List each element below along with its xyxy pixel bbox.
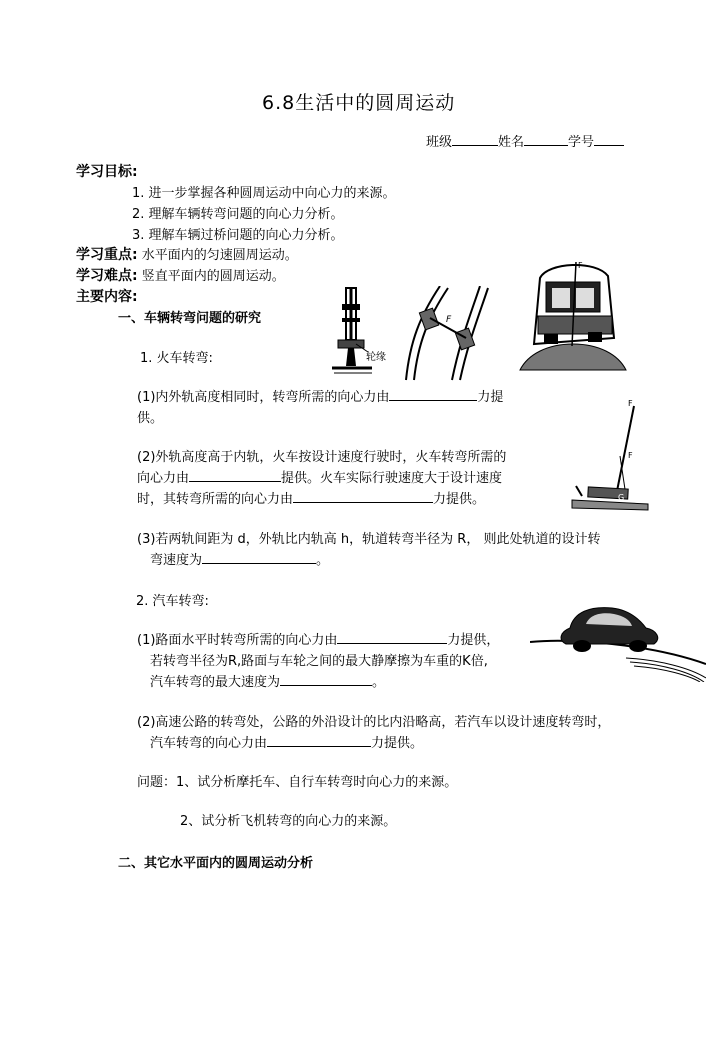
- train-q1-line1: [137, 386, 503, 405]
- class-label: 班级: [426, 135, 453, 150]
- goal-item-3: 3. 理解车辆过桥问题的向心力分析。: [132, 228, 344, 243]
- train-q1-line2: 供。: [137, 411, 164, 426]
- car-turn-figure: [530, 598, 706, 682]
- goal-item-2: 2. 理解车辆转弯问题的向心力分析。: [132, 207, 344, 222]
- difficulty-label: 学习难点:: [76, 268, 138, 284]
- tilted-rails-figure: [400, 286, 500, 381]
- train-figure: [518, 258, 628, 376]
- train-q3-text: 弯速度为: [150, 553, 203, 568]
- train-q3-line2: [150, 549, 329, 568]
- train-q3-end: 。: [316, 553, 330, 568]
- car-q2-blank[interactable]: [267, 733, 371, 747]
- banked-track-figure: [568, 396, 652, 516]
- car-q2-line1: (2)高速公路的转弯处，公路的外沿设计的比内沿略高，若汽车以设计速度转弯时，: [137, 715, 611, 730]
- goals-heading: 学习目标:: [76, 164, 138, 180]
- name-blank[interactable]: [524, 132, 568, 146]
- key-point: [76, 244, 298, 264]
- car-q1-line1: [137, 629, 499, 648]
- train-q1-text: (1)内外轨高度相同时，转弯所需的向心力由: [137, 390, 390, 405]
- gravity-label: G: [618, 493, 625, 502]
- train-q1-blank[interactable]: [389, 387, 477, 401]
- student-info: [426, 131, 624, 150]
- car-heading: 2. 汽车转弯:: [136, 594, 209, 609]
- train-q2-line3: [137, 488, 485, 507]
- section2-heading: 二、其它水平面内的圆周运动分析: [118, 856, 314, 871]
- force-fn-label-2: F: [628, 399, 633, 408]
- name-label: 姓名: [498, 135, 525, 150]
- train-q2-text-c: 时，其转弯所需的向心力由: [137, 492, 294, 507]
- class-blank[interactable]: [452, 132, 498, 146]
- force-f-label-2: F: [628, 451, 633, 460]
- car-q1-line3: [150, 671, 385, 690]
- car-q1-line2: 若转弯半径为R,路面与车轮之间的最大静摩擦为车重的K倍,: [150, 654, 488, 669]
- car-q2-text-b: 力提供。: [371, 736, 424, 751]
- car-q1-blank-1[interactable]: [337, 630, 447, 644]
- wheel-flange-label: 轮缘: [366, 352, 386, 363]
- key-point-label: 学习重点:: [76, 247, 138, 263]
- car-q1-text-b: 力提供，: [447, 633, 500, 648]
- number-blank[interactable]: [594, 132, 624, 146]
- train-q2-text-b: 提供。火车实际行驶速度大于设计速度: [281, 471, 503, 486]
- car-q1-blank-2[interactable]: [280, 672, 372, 686]
- section1-heading: 一、车辆转弯问题的研究: [118, 311, 262, 326]
- difficulty: [76, 265, 285, 285]
- goal-item-1: 1. 进一步掌握各种圆周运动中向心力的来源。: [132, 186, 396, 201]
- train-q2-blank-2[interactable]: [293, 489, 433, 503]
- car-q2-text-a: 汽车转弯的向心力由: [150, 736, 268, 751]
- car-q1-text-c: 汽车转弯的最大速度为: [150, 675, 281, 690]
- train-q2-blank-1[interactable]: [189, 468, 281, 482]
- car-q1-text-a: (1)路面水平时转弯所需的向心力由: [137, 633, 338, 648]
- main-content-heading: 主要内容:: [76, 289, 138, 305]
- force-fn-label: F: [578, 261, 583, 270]
- question-2: 2、试分析飞机转弯的向心力的来源。: [180, 814, 397, 829]
- car-q1-text-d: 。: [372, 675, 386, 690]
- force-f-label: F: [446, 315, 452, 325]
- train-q2-line1: (2)外轨高度高于内轨，火车按设计速度行驶时，火车转弯所需的: [137, 450, 507, 465]
- train-q2-text-a: 向心力由: [137, 471, 190, 486]
- train-heading: 1. 火车转弯:: [140, 351, 213, 366]
- difficulty-text: 竖直平面内的圆周运动。: [141, 269, 285, 284]
- page-title: 6.8生活中的圆周运动: [262, 92, 456, 114]
- question-1: 问题：1、试分析摩托车、自行车转弯时向心力的来源。: [137, 775, 458, 790]
- train-q1-text-b: 力提: [477, 390, 504, 405]
- number-label: 学号: [568, 135, 595, 150]
- train-q2-line2: [137, 467, 502, 486]
- rail-flange-figure: [328, 286, 388, 378]
- train-q3-line1: (3)若两轨间距为 d，外轨比内轨高 h，轨道转弯半径为 R， 则此处轨道的设计转: [137, 532, 601, 547]
- train-q2-text-d: 力提供。: [433, 492, 486, 507]
- train-q3-blank[interactable]: [202, 550, 316, 564]
- car-q2-line2: [150, 732, 423, 751]
- key-point-text: 水平面内的匀速圆周运动。: [141, 248, 298, 263]
